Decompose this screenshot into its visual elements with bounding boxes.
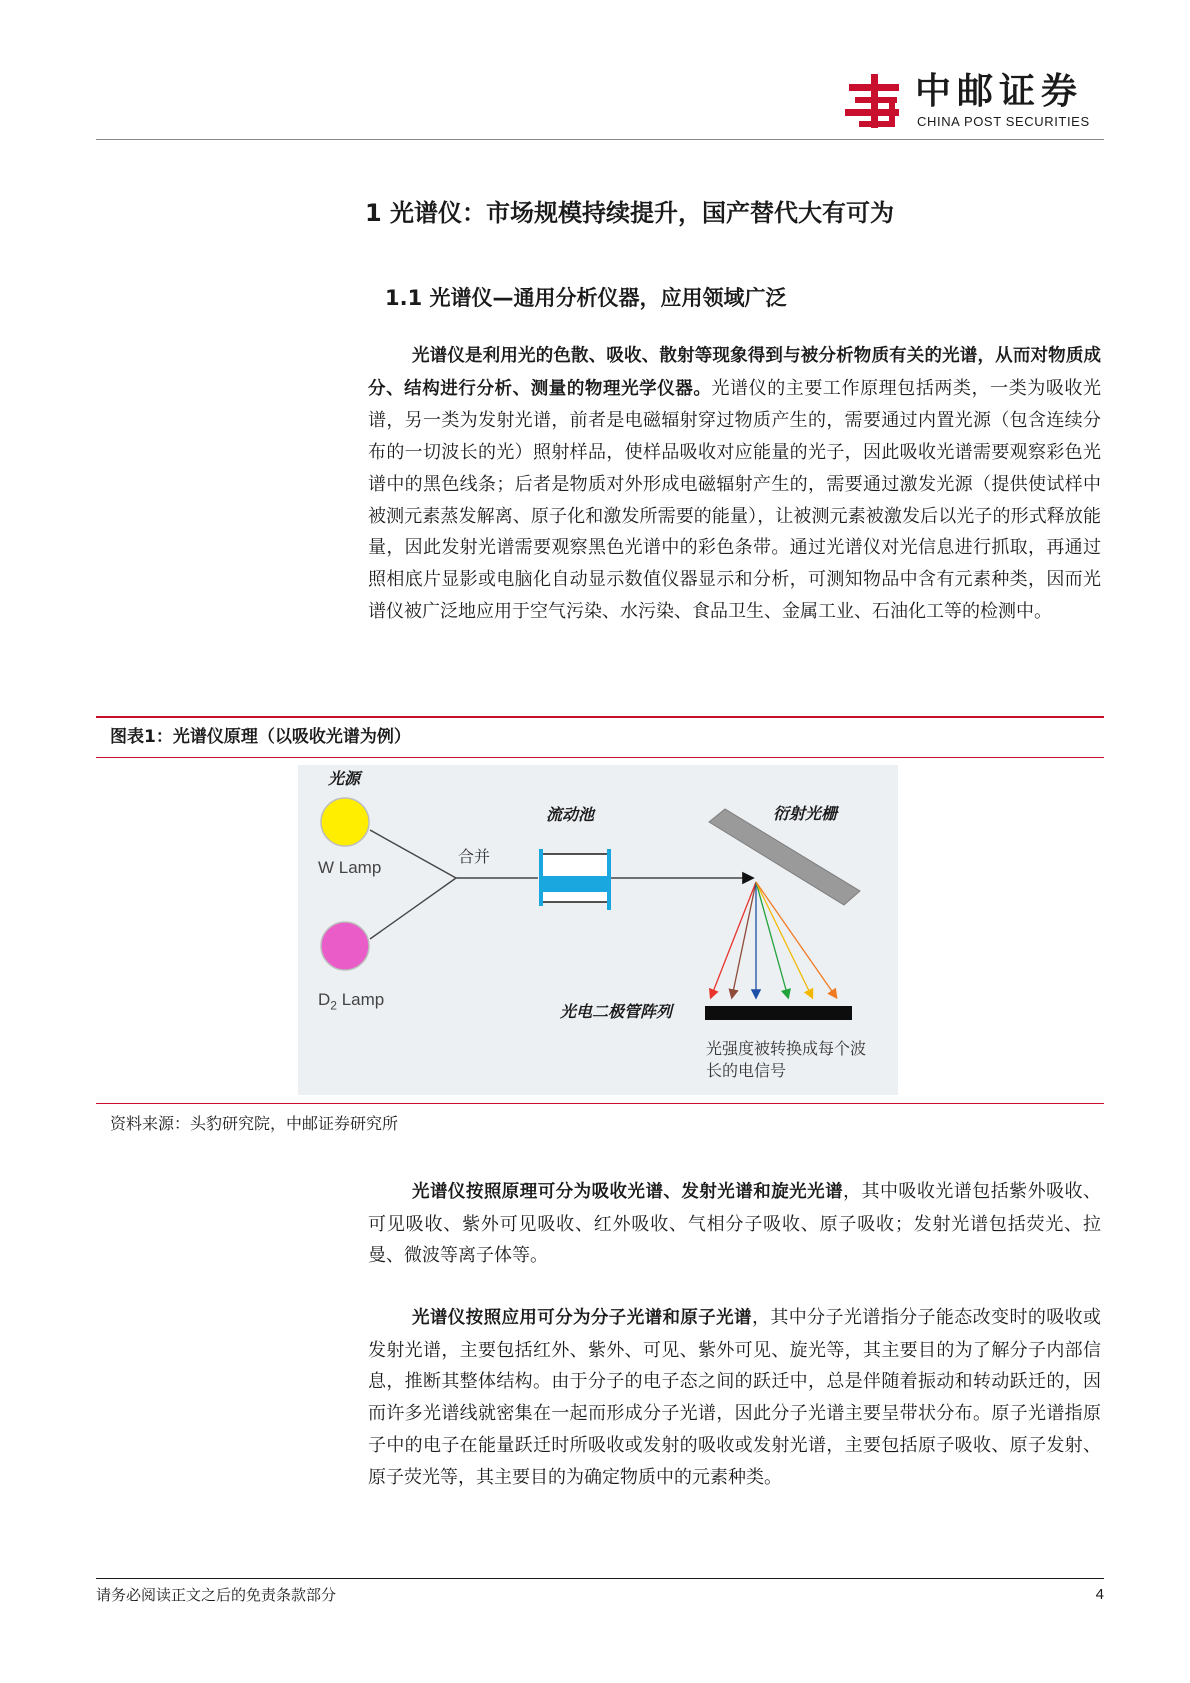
flow-cell (539, 849, 611, 910)
paragraph-lead-bold: 光谱仪按照应用可分为分子光谱和原子光谱 (412, 1308, 752, 1328)
figure-source: 资料来源：头豹研究院，中邮证券研究所 (110, 1114, 399, 1133)
ray-yellow (756, 882, 812, 997)
d2-lamp-beam (370, 878, 456, 939)
conversion-note-line1: 光强度被转换成每个波 (706, 1039, 867, 1058)
figure-top-rule (96, 716, 1104, 718)
diode-array-label: 光电二极管阵列 (560, 1002, 673, 1021)
brand-name-cn: 中邮证券 (915, 71, 1084, 112)
paragraph-classification-principle (368, 1176, 1101, 1272)
photodiode-array-bar (705, 1006, 852, 1020)
disclaimer-note: 请务必阅读正文之后的免责条款部分 (96, 1586, 337, 1604)
flow-cell-label: 流动池 (546, 805, 595, 824)
brand-name-en: CHINA POST SECURITIES (917, 114, 1090, 129)
d2-lamp-bulb (321, 922, 369, 970)
d2-lamp-label-subscript: 2 (330, 998, 337, 1013)
w-lamp-label: W Lamp (318, 858, 382, 877)
figure-bottom-rule (96, 1103, 1104, 1104)
ray-orange (756, 882, 836, 997)
merge-label: 合并 (458, 847, 491, 866)
subsection-heading: 1.1 光谱仪—通用分析仪器，应用领域广泛 (385, 286, 787, 310)
china-post-emblem-icon (845, 72, 903, 130)
ray-red (711, 882, 756, 997)
w-lamp-bulb (321, 798, 369, 846)
paragraph-body: ，其中吸收光谱包括紫外吸收、可见吸收、紫外可见吸收、红外吸收、气相分子吸收、原子吸收；发射光谱包括荧光、拉曼、微波等离子体等。 (368, 1181, 1102, 1267)
paragraph-lead-bold: 光谱仪按照原理可分为吸收光谱、发射光谱和旋光光谱 (412, 1182, 844, 1202)
ray-brown (732, 882, 756, 997)
header-divider (96, 139, 1104, 140)
footer-divider (96, 1578, 1104, 1579)
light-source-label: 光源 (328, 769, 361, 788)
d2-lamp-label-prefix: D (318, 990, 331, 1009)
conversion-note-line2: 长的电信号 (706, 1061, 787, 1080)
page-number: 4 (1095, 1586, 1104, 1603)
w-lamp-beam (370, 830, 456, 878)
ray-green (756, 882, 788, 997)
d2-lamp-label-suffix: Lamp (336, 990, 385, 1009)
paragraph-classification-application (368, 1302, 1101, 1493)
section-heading: 1 光谱仪：市场规模持续提升，国产替代大有可为 (365, 199, 895, 227)
spectrometer-diagram (298, 765, 898, 1095)
d2-lamp-label (318, 990, 384, 1015)
paragraph-lead-bold: 光谱仪是利用光的色散、吸收、散射等现象得到与被分析物质有关的光谱，从而对物质成分、结构进行分析、测量的物理光学仪器。 (368, 346, 1101, 399)
figure-caption-rule (96, 757, 1104, 758)
grating-label: 衍射光栅 (773, 804, 838, 823)
brand-logo (845, 70, 1105, 132)
figure-caption: 图表1：光谱仪原理（以吸收光谱为例） (110, 727, 411, 747)
paragraph-spectrometer-intro (368, 340, 1101, 627)
paragraph-body: ，其中分子光谱指分子能态改变时的吸收或发射光谱，主要包括红外、紫外、可见、紫外可见、旋光等，其主要目的为了解分子内部信息，推断其整体结构。由于分子的电子态之间的跃迁中，总是伴随着振动和转动跃迁的，因而许多光谱线就密集在一起而形成分子光谱，因此分子光谱主要呈带状分布。原子光谱指原子中的电子在能量跃迁时所吸收或发射的吸收或发射光谱，主要包括原子吸收、原子发射、原子荧光等，其主要目的为确定物质中的元素种类。 (368, 1307, 1102, 1488)
paragraph-body: 光谱仪的主要工作原理包括两类，一类为吸收光谱，另一类为发射光谱，前者是电磁辐射穿过物质产生的，需要通过内置光源（包含连续分布的一切波长的光）照射样品，使样品吸收对应能量的光子，因此吸收光谱需要观察彩色光谱中的黑色线条；后者是物质对外形成电磁辐射产生的，需要通过激发光源（提供使试样中被测元素蒸发解离、原子化和激发所需要的能量），让被测元素被激发后以光子的形式释放能量，因此发射光谱需要观察黑色光谱中的彩色条带。通过光谱仪对光信息进行抓取，再通过照相底片显影或电脑化自动显示数值仪器显示和分析，可测知物品中含有元素种类，因而光谱仪被广泛地应用于空气污染、水污染、食品卫生、金属工业、石油化工等的检测中。 (368, 377, 1102, 622)
